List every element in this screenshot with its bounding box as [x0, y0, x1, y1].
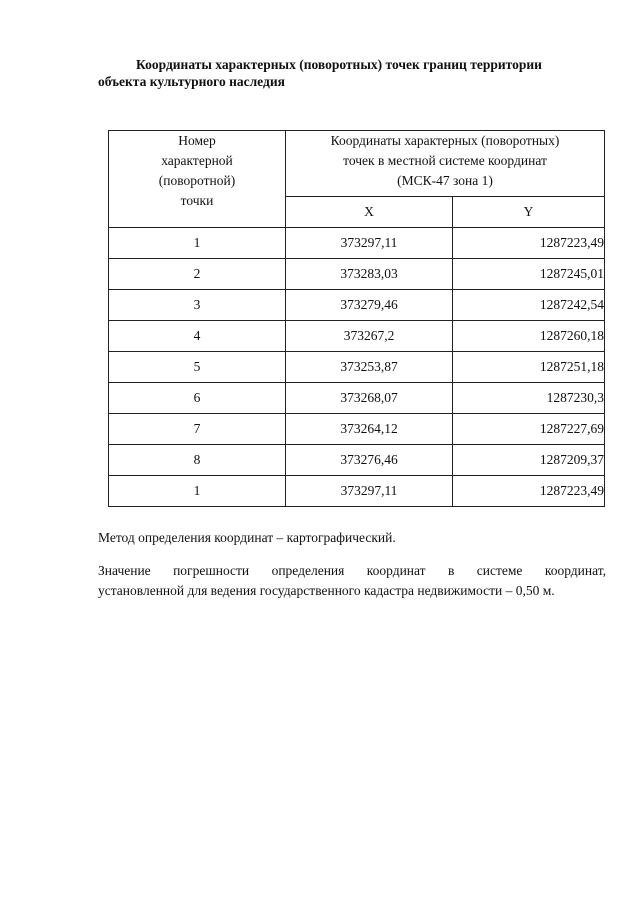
point-number-cell: 6: [109, 383, 286, 414]
x-coordinate-cell: 373276,46: [286, 445, 453, 476]
table-row: [109, 321, 605, 352]
document-title-line-2: объекта культурного наследия: [98, 74, 285, 89]
table-row: [109, 352, 605, 383]
header-point-number-line: характерной: [161, 153, 233, 168]
y-coordinate-cell: 1287260,18: [453, 321, 605, 352]
precision-note-line-1: Значение погрешности определения координат в системе координат,: [98, 563, 606, 578]
table-row: [109, 476, 605, 507]
x-coordinate-cell: 373267,2: [286, 321, 453, 352]
header-y: Y: [453, 197, 605, 228]
point-number-cell: 8: [109, 445, 286, 476]
header-point-number-line: (поворотной): [158, 173, 236, 188]
x-coordinate-cell: 373264,12: [286, 414, 453, 445]
y-coordinate-cell: 1287209,37: [453, 445, 605, 476]
x-coordinate-cell: 373297,11: [286, 476, 453, 507]
y-coordinate-cell: 1287230,3: [453, 383, 605, 414]
document-title-line-1: Координаты характерных (поворотных) точек границ территории: [136, 57, 542, 72]
x-coordinate-cell: 373268,07: [286, 383, 453, 414]
point-number-cell: 1: [109, 476, 286, 507]
x-coordinate-cell: 373283,03: [286, 259, 453, 290]
point-number-cell: 4: [109, 321, 286, 352]
method-note: Метод определения координат – картографический.: [98, 530, 396, 545]
header-point-number-line: Номер: [178, 133, 216, 148]
header-point-number: [109, 131, 286, 228]
point-number-cell: 7: [109, 414, 286, 445]
coordinates-table: [108, 130, 605, 507]
precision-note: [98, 561, 606, 601]
document-title: [98, 56, 598, 90]
table-row: [109, 290, 605, 321]
point-number-cell: 3: [109, 290, 286, 321]
y-coordinate-cell: 1287245,01: [453, 259, 605, 290]
header-coordinates-group: [286, 131, 605, 197]
table-row: [109, 259, 605, 290]
x-coordinate-cell: 373253,87: [286, 352, 453, 383]
y-coordinate-cell: 1287242,54: [453, 290, 605, 321]
x-coordinate-cell: 373279,46: [286, 290, 453, 321]
y-coordinate-cell: 1287223,49: [453, 476, 605, 507]
point-number-cell: 5: [109, 352, 286, 383]
table-row: [109, 228, 605, 259]
y-coordinate-cell: 1287227,69: [453, 414, 605, 445]
table-body: [109, 228, 605, 507]
y-coordinate-cell: 1287223,49: [453, 228, 605, 259]
header-x: X: [286, 197, 453, 228]
point-number-cell: 2: [109, 259, 286, 290]
x-coordinate-cell: 373297,11: [286, 228, 453, 259]
header-coordinates-line: Координаты характерных (поворотных): [330, 133, 560, 148]
header-point-number-line: точки: [180, 193, 214, 208]
y-coordinate-cell: 1287251,18: [453, 352, 605, 383]
header-coordinates-line: (МСК-47 зона 1): [397, 173, 493, 188]
table-row: [109, 445, 605, 476]
point-number-cell: 1: [109, 228, 286, 259]
precision-note-line-2: установленной для ведения государственного кадастра недвижимости – 0,50 м.: [98, 583, 555, 598]
table-header-row: [109, 131, 605, 197]
header-coordinates-line: точек в местной системе координат: [343, 153, 547, 168]
table-row: [109, 383, 605, 414]
table-row: [109, 414, 605, 445]
